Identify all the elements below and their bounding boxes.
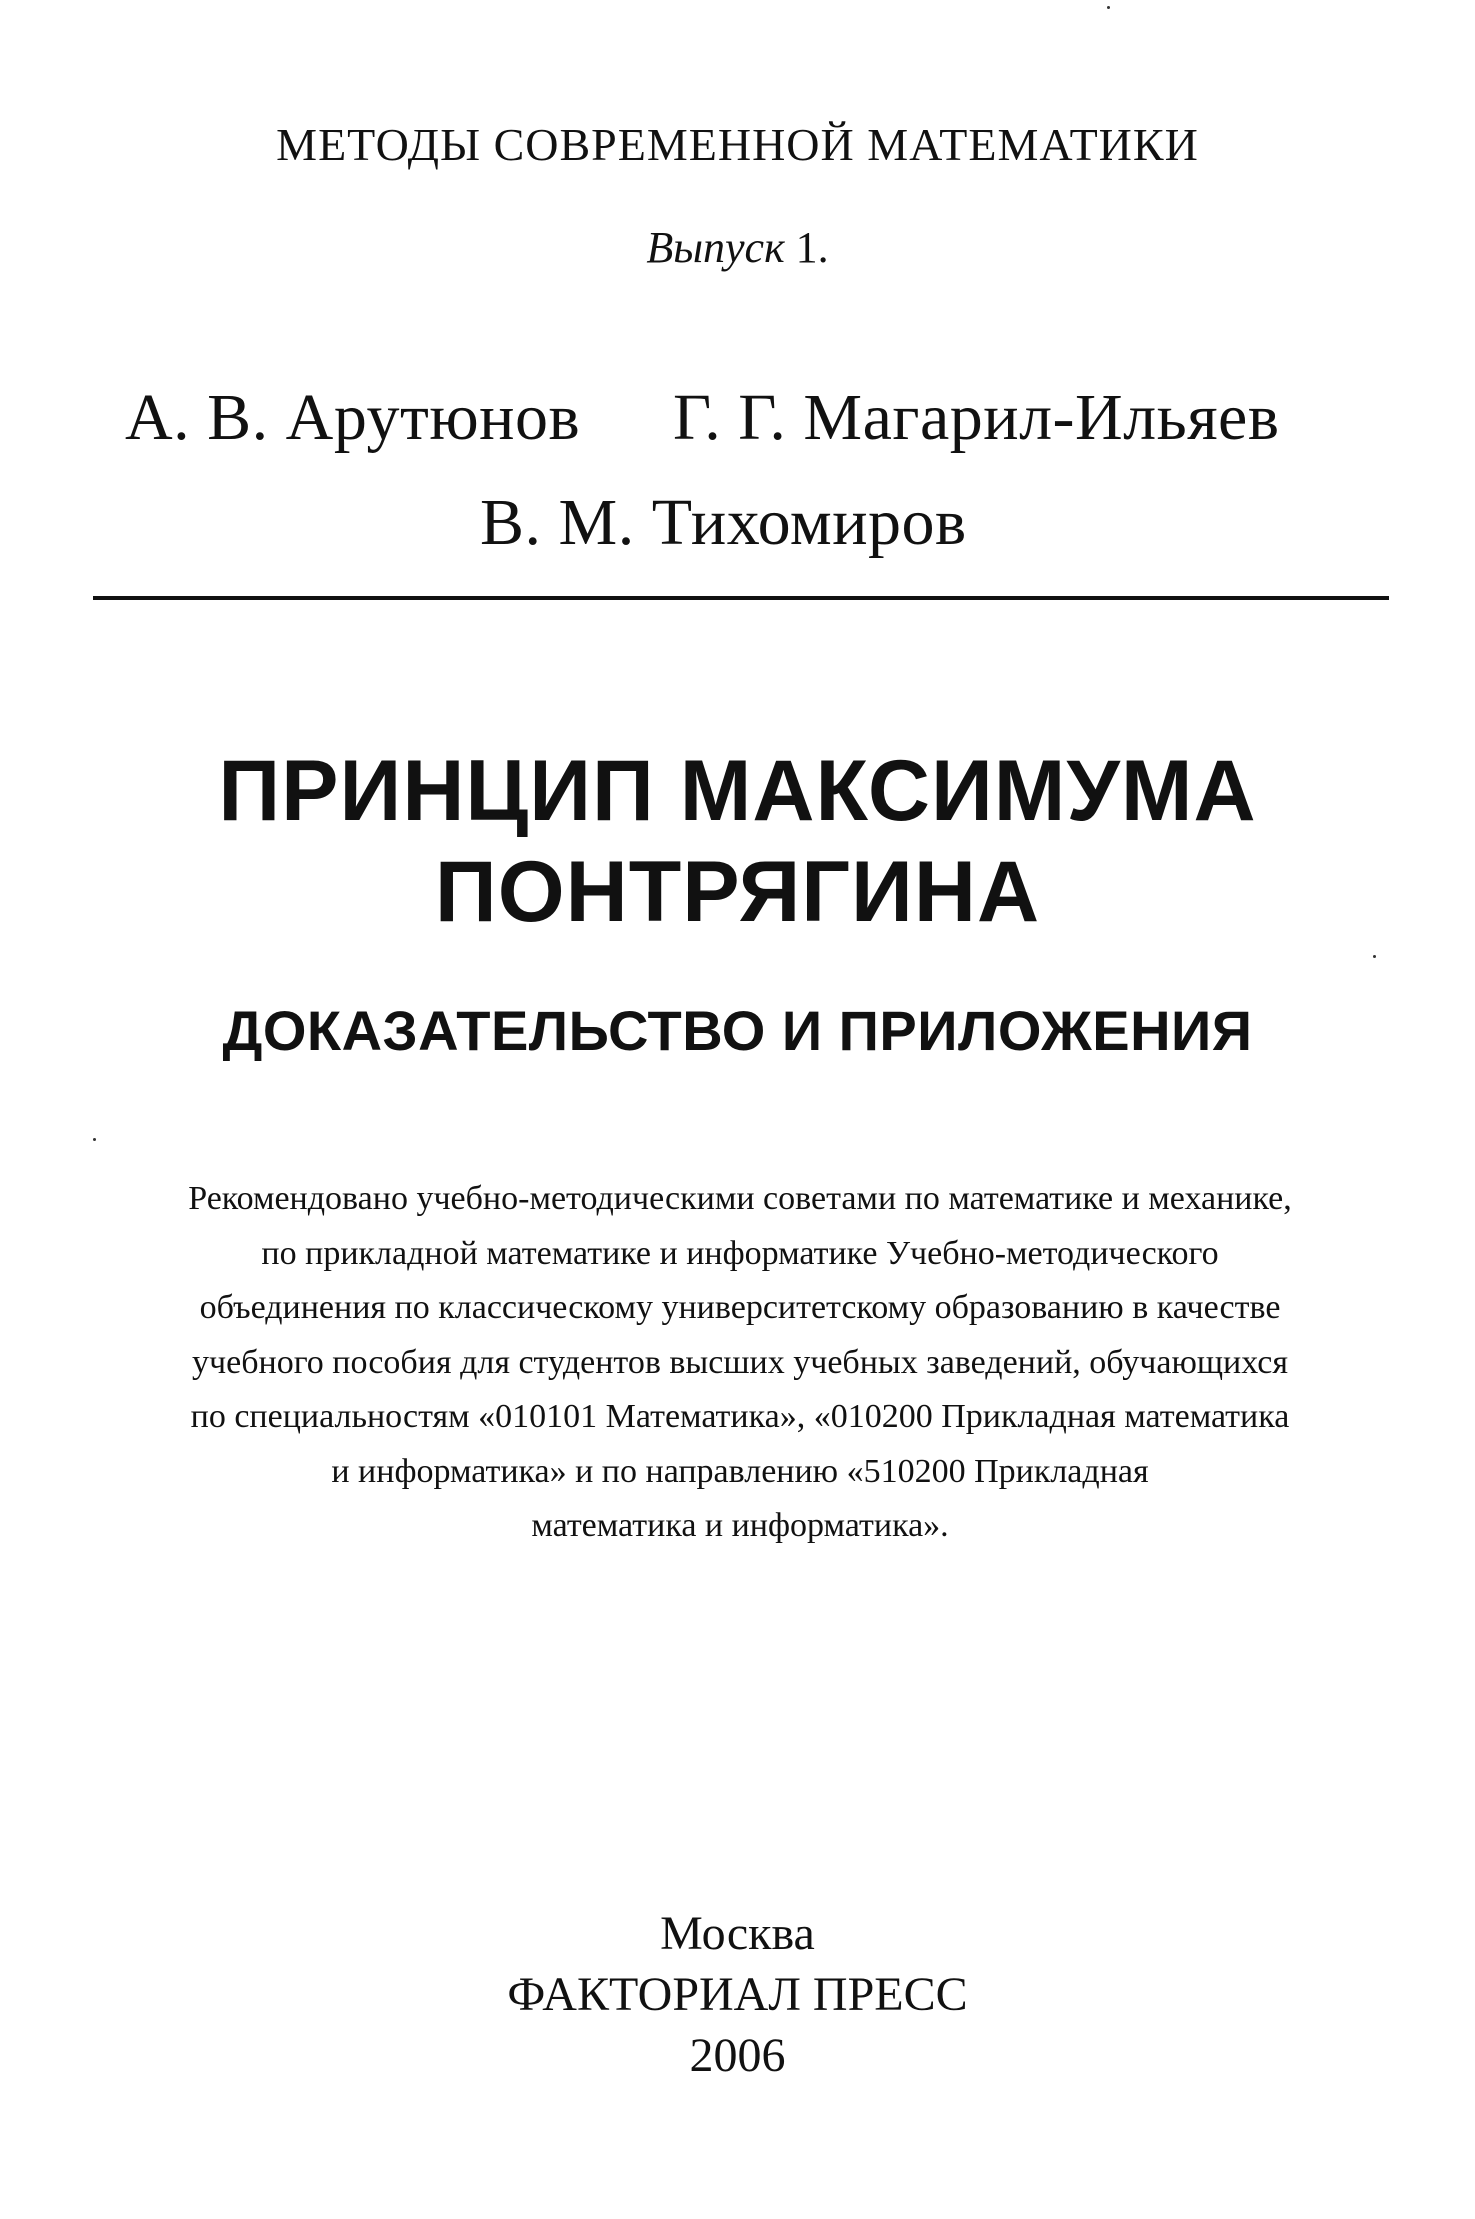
publisher-name: ФАКТОРИАЛ ПРЕСС xyxy=(507,1968,968,2021)
author-arutyunov: А. В. Арутюнов xyxy=(125,381,581,454)
publication-year: 2006 xyxy=(689,2029,786,2082)
series-name: МЕТОДЫ СОВРЕМЕННОЙ МАТЕМАТИКИ xyxy=(276,119,1199,170)
issue-label: Выпуск xyxy=(646,223,785,272)
book-title-line-2: ПОНТРЯГИНА xyxy=(434,844,1041,940)
author-tikhomirov: В. М. Тихомиров xyxy=(480,486,967,559)
publisher-city: Москва xyxy=(660,1907,815,1960)
book-title-line-1: ПРИНЦИП МАКСИМУМА xyxy=(218,743,1257,839)
author-magaril-ilyaev: Г. Г. Магарил-Ильяев xyxy=(673,381,1280,454)
horizontal-rule xyxy=(93,596,1389,600)
recommendation-line: и информатика» и по направлению «510200 Прикладная xyxy=(331,1452,1149,1490)
scan-speck xyxy=(1107,6,1110,9)
scan-speck xyxy=(1373,955,1376,958)
book-subtitle: ДОКАЗАТЕЛЬСТВО И ПРИЛОЖЕНИЯ xyxy=(222,999,1253,1062)
recommendation-line: учебного пособия для студентов высших учебных заведений, обучающихся xyxy=(192,1343,1288,1381)
recommendation-line: Рекомендовано учебно-методическими советами по математике и механике, xyxy=(188,1180,1292,1217)
imprint xyxy=(0,1903,1475,2086)
recommendation-line: по прикладной математике и информатике Учебно-методического xyxy=(261,1234,1219,1272)
scan-speck xyxy=(93,1138,96,1141)
recommendation-line: математика и информатика». xyxy=(531,1507,949,1544)
issue-line xyxy=(0,222,1475,273)
recommendation-text xyxy=(90,1172,1390,1554)
recommendation-line: по специальностям «010101 Математика», «010200 Прикладная математика xyxy=(190,1398,1290,1435)
recommendation-line: объединения по классическому университетскому образованию в качестве xyxy=(199,1289,1281,1326)
issue-number: 1. xyxy=(784,223,829,272)
